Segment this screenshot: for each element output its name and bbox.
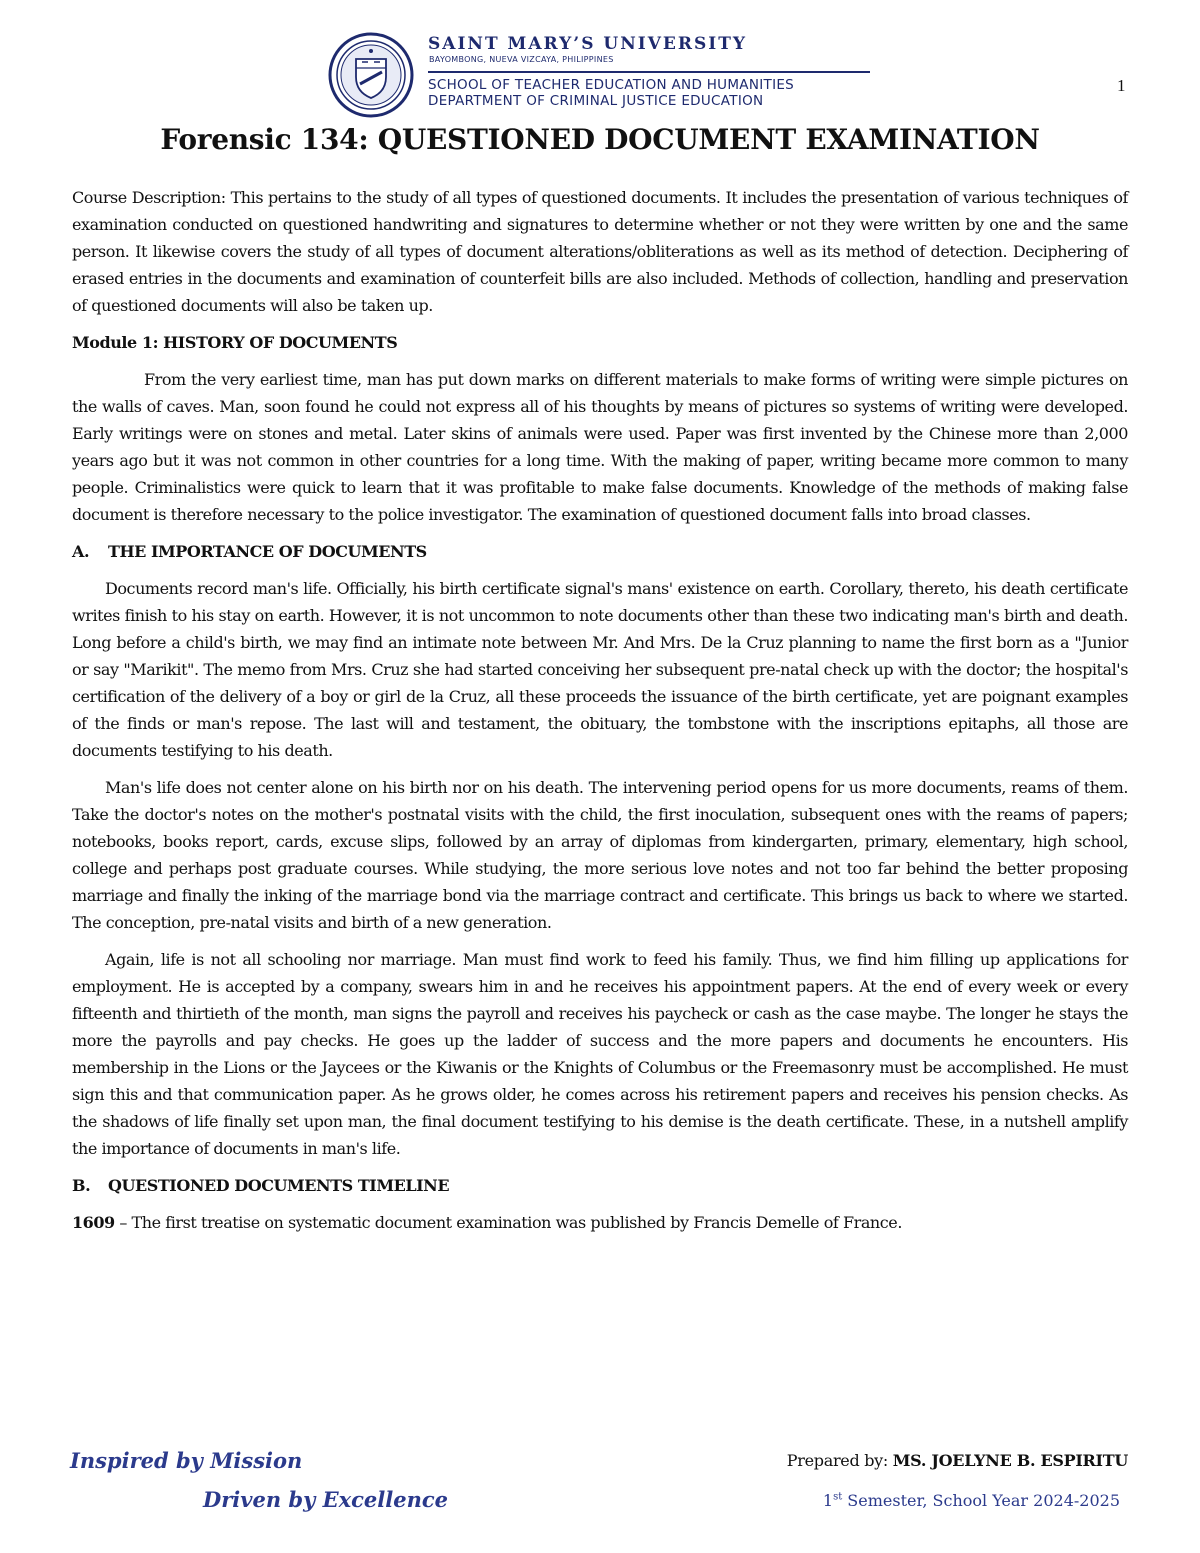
- course-description-label: Course Description:: [72, 188, 226, 207]
- timeline-year: 1609: [72, 1213, 115, 1232]
- document-body: [72, 184, 1128, 1246]
- motto-line-1: Inspired by Mission: [70, 1448, 303, 1473]
- motto-line-2: Driven by Excellence: [203, 1487, 448, 1512]
- section-b-letter: B.: [72, 1176, 91, 1195]
- prepared-by: [787, 1451, 1128, 1470]
- header-divider: [428, 71, 870, 73]
- page-number: 1: [1117, 76, 1126, 95]
- section-a-title: THE IMPORTANCE OF DOCUMENTS: [108, 542, 427, 561]
- course-description-text: This pertains to the study of all types of questioned documents. It includes the presentation of various techniques of examination conducted on questioned handwriting and signatures to determine whether or not they were written by one and the same person. It likewise covers the study of all types of document alterations/obliterations as well as its method of detection. Deciphering of erased entries in the documents and examination of counterfeit bills are also included. Methods of collection, handling and preservation of questioned documents will also be taken up.: [72, 188, 1128, 315]
- timeline-text: – The first treatise on systematic document examination was published by Francis Demelle of France.: [114, 1213, 902, 1232]
- document-title: Forensic 134: QUESTIONED DOCUMENT EXAMINATION: [160, 123, 1040, 156]
- section-a-letter: A.: [72, 542, 90, 561]
- section-a-paragraph: Again, life is not all schooling nor marriage. Man must find work to feed his family. Thus, we find him filling up applications for employment. He is accepted by a company, swears him in and he receives his appointment papers. At the end of every week or every fifteenth and thirtieth of the month, man signs the payroll and receives his paycheck or cash as the case maybe. The longer he stays the more the payrolls and pay checks. He goes up the ladder of success and the more papers and documents he encounters. His membership in the Lions or the Jaycees or the Kiwanis or the Knights of Columbus or the Freemasonry must be accomplished. He must sign this and that communication paper. As he grows older, he comes across his retirement papers and receives his pension checks. As the shadows of life finally set upon man, the final document testifying to his demise is the death certificate. These, in a nutshell amplify the importance of documents in man's life.: [72, 950, 1128, 1158]
- semester-number: 1: [822, 1491, 834, 1510]
- department-name: DEPARTMENT OF CRIMINAL JUSTICE EDUCATION: [428, 93, 764, 109]
- section-b-heading: [72, 1172, 1128, 1199]
- semester-text: Semester, School Year 2024-2025: [842, 1491, 1120, 1510]
- university-name: SAINT MARY’S UNIVERSITY: [428, 34, 747, 54]
- semester-info: [823, 1491, 1120, 1510]
- section-b-title: QUESTIONED DOCUMENTS TIMELINE: [108, 1176, 450, 1195]
- section-a-paragraph: Man's life does not center alone on his birth nor on his death. The intervening period opens for us more documents, reams of them. Take the doctor's notes on the mother's postnatal visits with the child, the first inoculation, subsequent ones with the reams of papers; notebooks, books report, cards, excuse slips, followed by an array of diplomas from kindergarten, primary, elementary, high school, college and perhaps post graduate courses. While studying, the more serious love notes and not too far behind the better proposing marriage and finally the inking of the marriage bond via the marriage contract and certificate. This brings us back to where we started. The conception, pre-natal visits and birth of a new generation.: [72, 778, 1128, 932]
- semester-suffix: st: [833, 1491, 843, 1503]
- course-description: [72, 184, 1128, 319]
- section-a-heading: [72, 538, 1128, 565]
- school-name: SCHOOL OF TEACHER EDUCATION AND HUMANITIES: [428, 77, 795, 93]
- timeline-entry: [72, 1209, 1128, 1236]
- prepared-label: Prepared by:: [786, 1451, 893, 1470]
- module-heading: Module 1: HISTORY OF DOCUMENTS: [72, 333, 398, 352]
- university-seal-icon: [328, 32, 414, 118]
- university-address: BAYOMBONG, NUEVA VIZCAYA, PHILIPPINES: [429, 55, 614, 64]
- preparer-name: MS. JOELYNE B. ESPIRITU: [892, 1451, 1128, 1470]
- section-a-paragraph: Documents record man's life. Officially, his birth certificate signal's mans' existence on earth. Corollary, thereto, his death certificate writes finish to his stay on earth. However, it is not uncommon to note documents other than these two indicating man's birth and death. Long before a child's birth, we may find an intimate note between Mr. And Mrs. De la Cruz planning to name the first born as a "Junior or say "Marikit". The memo from Mrs. Cruz she had started conceiving her subsequent pre-natal check up with the doctor; the hospital's certification of the delivery of a boy or girl de la Cruz, all these proceeds the issuance of the birth certificate, yet are poignant examples of the finds or man's repose. The last will and testament, the obituary, the tombstone with the inscriptions epitaphs, all those are documents testifying to his death.: [72, 579, 1128, 760]
- letterhead: [328, 30, 888, 110]
- module-intro-paragraph: From the very earliest time, man has put down marks on different materials to make forms of writing were simple pictures on the walls of caves. Man, soon found he could not express all of his thoughts by means of pictures so systems of writing were developed. Early writings were on stones and metal. Later skins of animals were used. Paper was first invented by the Chinese more than 2,000 years ago but it was not common in other countries for a long time. With the making of paper, writing became more common to many people. Criminalistics were quick to learn that it was profitable to make false documents. Knowledge of the methods of making false document is therefore necessary to the police investigator. The examination of questioned document falls into broad classes.: [72, 370, 1128, 524]
